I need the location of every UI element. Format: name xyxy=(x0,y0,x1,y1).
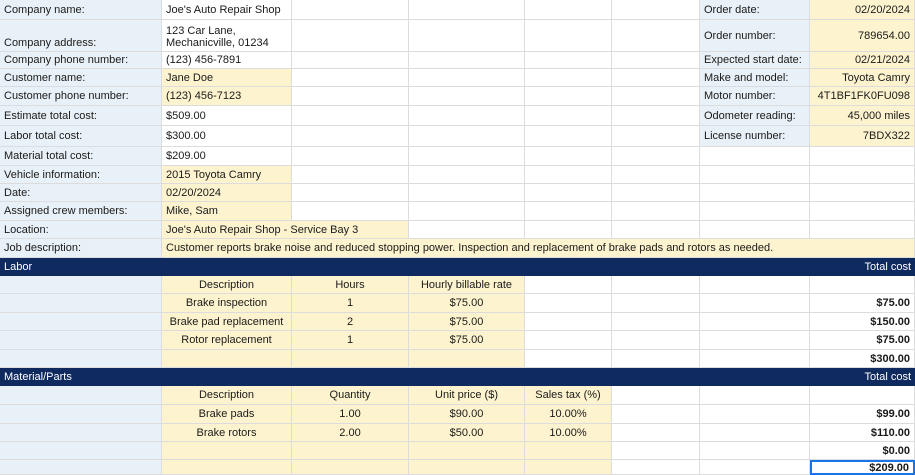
cell-r21-c5[interactable] xyxy=(612,405,700,424)
cell-r7-c7[interactable] xyxy=(810,147,915,166)
materials-row-unit-price[interactable] xyxy=(409,424,525,442)
label-start-date-text: Expected start date: xyxy=(704,54,802,66)
labor-header xyxy=(0,258,700,276)
label-estimate-total[interactable] xyxy=(0,106,162,126)
materials-row-quantity[interactable] xyxy=(292,424,409,442)
cell-r9-c5[interactable] xyxy=(612,184,700,202)
cell-r6-c2[interactable] xyxy=(292,126,409,147)
label-crew[interactable] xyxy=(0,202,162,221)
labor-row-description-text: Rotor replacement xyxy=(181,334,272,346)
value-license-number[interactable] xyxy=(810,126,915,147)
value-customer-name[interactable] xyxy=(162,69,292,87)
materials-col-header-3-text: Sales tax (%) xyxy=(535,389,601,401)
labor-sum-text: $300.00 xyxy=(870,352,910,365)
cell-r7-c5[interactable] xyxy=(612,147,700,166)
value-start-date-text: 02/21/2024 xyxy=(854,54,910,66)
value-company-phone[interactable] xyxy=(162,52,292,69)
labor-row-total-text: $150.00 xyxy=(870,315,910,328)
materials-empty-total-text: $0.00 xyxy=(882,444,910,457)
label-location-text: Location: xyxy=(4,223,49,236)
labor-row-total[interactable] xyxy=(810,331,915,350)
cell-r16-c0[interactable] xyxy=(0,313,162,331)
cell-r14-c4[interactable] xyxy=(525,276,612,294)
cell-r4-c3[interactable] xyxy=(409,87,525,106)
cell-r11-c3[interactable] xyxy=(409,221,525,239)
labor-row-rate-text: $75.00 xyxy=(449,334,484,346)
value-location[interactable] xyxy=(162,221,409,239)
label-order-date-text: Order date: xyxy=(704,3,760,16)
cell-r3-c3[interactable] xyxy=(409,69,525,87)
labor-row-hours-text: 1 xyxy=(346,297,354,309)
value-customer-phone-text: (123) 456-7123 xyxy=(166,90,242,102)
cell-r23-c6[interactable] xyxy=(700,442,810,460)
labor-col-header-0[interactable] xyxy=(162,276,292,294)
cell-r22-c0[interactable] xyxy=(0,424,162,442)
label-odometer-text: Odometer reading: xyxy=(704,109,796,122)
cell-r24-c4[interactable] xyxy=(525,460,612,475)
materials-row-quantity-text: 1.00 xyxy=(339,408,361,420)
label-labor-total-text: Labor total cost: xyxy=(4,130,83,142)
materials-col-header-0[interactable] xyxy=(162,386,292,405)
cell-r5-c3[interactable] xyxy=(409,106,525,126)
label-material-total-text: Material total cost: xyxy=(4,150,94,162)
label-labor-total[interactable] xyxy=(0,126,162,147)
cell-r18-c1[interactable] xyxy=(162,350,292,368)
materials-row-description-text: Brake pads xyxy=(198,408,255,420)
cell-r20-c0[interactable] xyxy=(0,386,162,405)
cell-r20-c7[interactable] xyxy=(810,386,915,405)
cell-r21-c0[interactable] xyxy=(0,405,162,424)
materials-row-quantity-text: 2.00 xyxy=(339,426,361,439)
cell-r15-c0[interactable] xyxy=(0,294,162,313)
label-odometer[interactable] xyxy=(700,106,810,126)
cell-r16-c5[interactable] xyxy=(612,313,700,331)
value-order-number[interactable] xyxy=(810,20,915,52)
labor-row-total-text: $75.00 xyxy=(876,334,910,346)
cell-r9-c4[interactable] xyxy=(525,184,612,202)
cell-r8-c3[interactable] xyxy=(409,166,525,184)
cell-r8-c6[interactable] xyxy=(700,166,810,184)
cell-r0-c3[interactable] xyxy=(409,0,525,20)
cell-r8-c4[interactable] xyxy=(525,166,612,184)
cell-r14-c6[interactable] xyxy=(700,276,810,294)
materials-row-quantity[interactable] xyxy=(292,405,409,424)
cell-r11-c7[interactable] xyxy=(810,221,915,239)
cell-r4-c4[interactable] xyxy=(525,87,612,106)
label-motor-number[interactable] xyxy=(700,87,810,106)
label-company-name-text: Company name: xyxy=(4,3,85,16)
labor-col-header-2-text: Hourly billable rate xyxy=(420,278,513,291)
label-date-text: Date: xyxy=(4,186,31,199)
cell-r11-c6[interactable] xyxy=(700,221,810,239)
value-crew-text: Mike, Sam xyxy=(166,205,218,217)
cell-r5-c4[interactable] xyxy=(525,106,612,126)
cell-r7-c3[interactable] xyxy=(409,147,525,166)
value-date[interactable] xyxy=(162,184,292,202)
label-customer-name[interactable] xyxy=(0,69,162,87)
cell-r10-c7[interactable] xyxy=(810,202,915,221)
cell-r21-c6[interactable] xyxy=(700,405,810,424)
materials-col-header-1-text: Quantity xyxy=(329,389,371,401)
label-estimate-total-text: Estimate total cost: xyxy=(4,109,97,122)
cell-r17-c4[interactable] xyxy=(525,331,612,350)
cell-r18-c5[interactable] xyxy=(612,350,700,368)
cell-r6-c3[interactable] xyxy=(409,126,525,147)
label-company-phone[interactable] xyxy=(0,52,162,69)
cell-r3-c5[interactable] xyxy=(612,69,700,87)
cell-r6-c5[interactable] xyxy=(612,126,700,147)
materials-row-description[interactable] xyxy=(162,424,292,442)
label-crew-text: Assigned crew members: xyxy=(4,205,128,217)
label-make-model[interactable] xyxy=(700,69,810,87)
label-job-description[interactable] xyxy=(0,239,162,258)
value-order-date[interactable] xyxy=(810,0,915,20)
materials-row-tax-text: 10.00% xyxy=(549,426,587,439)
value-date-text: 02/20/2024 xyxy=(166,186,222,199)
value-material-total[interactable] xyxy=(162,147,292,166)
cell-r8-c7[interactable] xyxy=(810,166,915,184)
cell-r24-c2[interactable] xyxy=(292,460,409,475)
cell-r18-c2[interactable] xyxy=(292,350,409,368)
labor-col-header-0-text: Description xyxy=(198,278,255,291)
value-location-text: Joe's Auto Repair Shop - Service Bay 3 xyxy=(166,223,359,236)
value-company-phone-text: (123) 456-7891 xyxy=(166,54,242,66)
cell-r11-c4[interactable] xyxy=(525,221,612,239)
value-start-date[interactable] xyxy=(810,52,915,69)
label-date[interactable] xyxy=(0,184,162,202)
labor-total-header-text: Total cost xyxy=(864,261,911,273)
labor-row-hours[interactable] xyxy=(292,294,409,313)
label-company-address[interactable] xyxy=(0,20,162,52)
value-vehicle-info[interactable] xyxy=(162,166,292,184)
cell-r2-c3[interactable] xyxy=(409,52,525,69)
materials-row-total-text: $99.00 xyxy=(876,408,910,420)
value-company-name[interactable] xyxy=(162,0,292,20)
cell-r23-c3[interactable] xyxy=(409,442,525,460)
cell-r9-c6[interactable] xyxy=(700,184,810,202)
label-vehicle-info[interactable] xyxy=(0,166,162,184)
cell-r24-c0[interactable] xyxy=(0,460,162,475)
labor-row-description[interactable] xyxy=(162,294,292,313)
labor-row-description-text: Brake inspection xyxy=(185,297,268,309)
cell-r1-c5[interactable] xyxy=(612,20,700,52)
cell-r15-c5[interactable] xyxy=(612,294,700,313)
cell-r9-c3[interactable] xyxy=(409,184,525,202)
materials-col-header-2[interactable] xyxy=(409,386,525,405)
label-customer-phone-text: Customer phone number: xyxy=(4,90,129,102)
cell-r23-c2[interactable] xyxy=(292,442,409,460)
materials-row-unit-price-text: $90.00 xyxy=(449,408,484,420)
cell-r6-c4[interactable] xyxy=(525,126,612,147)
cell-r14-c0[interactable] xyxy=(0,276,162,294)
label-license-number[interactable] xyxy=(700,126,810,147)
labor-row-hours-text: 1 xyxy=(346,334,354,346)
value-company-address-text: 123 Car Lane, Mechanicville, 01234 xyxy=(166,25,269,49)
label-vehicle-info-text: Vehicle information: xyxy=(4,168,100,181)
materials-row-total[interactable] xyxy=(810,424,915,442)
labor-row-rate[interactable] xyxy=(409,313,525,331)
labor-row-hours[interactable] xyxy=(292,313,409,331)
cell-r18-c0[interactable] xyxy=(0,350,162,368)
cell-r2-c4[interactable] xyxy=(525,52,612,69)
label-customer-name-text: Customer name: xyxy=(4,71,86,84)
cell-r17-c0[interactable] xyxy=(0,331,162,350)
materials-row-tax[interactable] xyxy=(525,405,612,424)
materials-row-unit-price-text: $50.00 xyxy=(449,426,484,439)
labor-row-hours[interactable] xyxy=(292,331,409,350)
labor-col-header-2[interactable] xyxy=(409,276,525,294)
materials-empty-total[interactable] xyxy=(810,442,915,460)
label-license-number-text: License number: xyxy=(704,130,786,142)
cell-r17-c6[interactable] xyxy=(700,331,810,350)
cell-r5-c5[interactable] xyxy=(612,106,700,126)
materials-total-header xyxy=(700,368,915,386)
labor-row-total[interactable] xyxy=(810,313,915,331)
cell-r0-c4[interactable] xyxy=(525,0,612,20)
cell-r18-c6[interactable] xyxy=(700,350,810,368)
cell-r7-c2[interactable] xyxy=(292,147,409,166)
cell-r18-c3[interactable] xyxy=(409,350,525,368)
cell-r10-c5[interactable] xyxy=(612,202,700,221)
labor-col-header-1-text: Hours xyxy=(335,278,365,291)
label-job-description-text: Job description: xyxy=(4,242,82,254)
materials-total-header-text: Total cost xyxy=(864,371,911,383)
value-labor-total-text: $300.00 xyxy=(166,130,206,142)
labor-sum[interactable] xyxy=(810,350,915,368)
value-order-number-text: 789654.00 xyxy=(858,29,910,42)
value-material-total-text: $209.00 xyxy=(166,150,206,162)
labor-row-description[interactable] xyxy=(162,331,292,350)
cell-r23-c0[interactable] xyxy=(0,442,162,460)
value-vehicle-info-text: 2015 Toyota Camry xyxy=(166,168,262,181)
labor-row-rate-text: $75.00 xyxy=(449,315,484,328)
cell-r1-c3[interactable] xyxy=(409,20,525,52)
value-order-date-text: 02/20/2024 xyxy=(854,3,910,16)
materials-row-tax[interactable] xyxy=(525,424,612,442)
value-odometer[interactable] xyxy=(810,106,915,126)
cell-r22-c6[interactable] xyxy=(700,424,810,442)
materials-header-text: Material/Parts xyxy=(4,371,72,383)
cell-r23-c5[interactable] xyxy=(612,442,700,460)
cell-r2-c5[interactable] xyxy=(612,52,700,69)
value-odometer-text: 45,000 miles xyxy=(847,109,910,122)
materials-row-description-text: Brake rotors xyxy=(196,426,257,439)
value-customer-phone[interactable] xyxy=(162,87,292,106)
label-start-date[interactable] xyxy=(700,52,810,69)
labor-row-description-text: Brake pad replacement xyxy=(169,315,284,328)
cell-r17-c5[interactable] xyxy=(612,331,700,350)
cell-r20-c5[interactable] xyxy=(612,386,700,405)
value-company-address[interactable] xyxy=(162,20,292,52)
value-estimate-total[interactable] xyxy=(162,106,292,126)
cell-r20-c6[interactable] xyxy=(700,386,810,405)
label-order-number[interactable] xyxy=(700,20,810,52)
cell-r24-c3[interactable] xyxy=(409,460,525,475)
value-customer-name-text: Jane Doe xyxy=(166,71,214,84)
labor-row-total[interactable] xyxy=(810,294,915,313)
labor-col-header-1[interactable] xyxy=(292,276,409,294)
value-job-description[interactable] xyxy=(162,239,915,258)
value-motor-number-text: 4T1BF1FK0FU098 xyxy=(817,90,910,102)
cell-r10-c3[interactable] xyxy=(409,202,525,221)
cell-r22-c5[interactable] xyxy=(612,424,700,442)
value-crew[interactable] xyxy=(162,202,292,221)
value-motor-number[interactable] xyxy=(810,87,915,106)
cell-r10-c4[interactable] xyxy=(525,202,612,221)
cell-r9-c7[interactable] xyxy=(810,184,915,202)
value-job-description-text: Customer reports brake noise and reduced stopping power. Inspection and replacement of brake pads and rotors as needed. xyxy=(166,242,774,254)
cell-r15-c4[interactable] xyxy=(525,294,612,313)
cell-r15-c6[interactable] xyxy=(700,294,810,313)
label-location[interactable] xyxy=(0,221,162,239)
cell-r9-c2[interactable] xyxy=(292,184,409,202)
materials-row-total-text: $110.00 xyxy=(870,426,910,439)
label-material-total[interactable] xyxy=(0,147,162,166)
cell-r7-c6[interactable] xyxy=(700,147,810,166)
labor-row-hours-text: 2 xyxy=(346,315,354,328)
label-company-address-text: Company address: xyxy=(4,37,97,49)
materials-row-unit-price[interactable] xyxy=(409,405,525,424)
cell-r24-c5[interactable] xyxy=(612,460,700,475)
cell-r23-c4[interactable] xyxy=(525,442,612,460)
labor-row-rate[interactable] xyxy=(409,331,525,350)
materials-row-description[interactable] xyxy=(162,405,292,424)
label-make-model-text: Make and model: xyxy=(704,71,789,84)
cell-r8-c2[interactable] xyxy=(292,166,409,184)
materials-row-total[interactable] xyxy=(810,405,915,424)
value-make-model-text: Toyota Camry xyxy=(842,71,910,84)
cell-r7-c4[interactable] xyxy=(525,147,612,166)
label-customer-phone[interactable] xyxy=(0,87,162,106)
labor-row-rate-text: $75.00 xyxy=(449,297,484,309)
cell-r14-c5[interactable] xyxy=(612,276,700,294)
cell-r10-c6[interactable] xyxy=(700,202,810,221)
cell-r1-c2[interactable] xyxy=(292,20,409,52)
label-order-date[interactable] xyxy=(700,0,810,20)
materials-sum[interactable] xyxy=(810,460,915,475)
materials-sum-text: $209.00 xyxy=(869,461,909,474)
cell-r3-c2[interactable] xyxy=(292,69,409,87)
cell-r0-c5[interactable] xyxy=(612,0,700,20)
cell-r24-c6[interactable] xyxy=(700,460,810,475)
cell-r11-c5[interactable] xyxy=(612,221,700,239)
materials-col-header-2-text: Unit price ($) xyxy=(435,389,498,401)
cell-r24-c1[interactable] xyxy=(162,460,292,475)
labor-row-rate[interactable] xyxy=(409,294,525,313)
value-labor-total[interactable] xyxy=(162,126,292,147)
value-make-model[interactable] xyxy=(810,69,915,87)
materials-col-header-0-text: Description xyxy=(198,389,255,401)
label-company-phone-text: Company phone number: xyxy=(4,54,129,66)
cell-r4-c2[interactable] xyxy=(292,87,409,106)
labor-header-text: Labor xyxy=(4,261,33,273)
cell-r18-c4[interactable] xyxy=(525,350,612,368)
cell-r23-c1[interactable] xyxy=(162,442,292,460)
value-license-number-text: 7BDX322 xyxy=(862,130,910,142)
cell-r2-c2[interactable] xyxy=(292,52,409,69)
label-order-number-text: Order number: xyxy=(704,29,776,42)
cell-r8-c5[interactable] xyxy=(612,166,700,184)
cell-r14-c7[interactable] xyxy=(810,276,915,294)
materials-col-header-1[interactable] xyxy=(292,386,409,405)
labor-row-total-text: $75.00 xyxy=(876,297,910,309)
materials-header xyxy=(0,368,700,386)
labor-row-description[interactable] xyxy=(162,313,292,331)
value-company-name-text: Joe's Auto Repair Shop xyxy=(166,3,281,16)
value-estimate-total-text: $509.00 xyxy=(166,109,206,122)
cell-r10-c2[interactable] xyxy=(292,202,409,221)
cell-r0-c2[interactable] xyxy=(292,0,409,20)
cell-r3-c4[interactable] xyxy=(525,69,612,87)
label-company-name[interactable] xyxy=(0,0,162,20)
cell-r4-c5[interactable] xyxy=(612,87,700,106)
cell-r5-c2[interactable] xyxy=(292,106,409,126)
cell-r16-c6[interactable] xyxy=(700,313,810,331)
materials-row-tax-text: 10.00% xyxy=(549,408,587,420)
cell-r16-c4[interactable] xyxy=(525,313,612,331)
label-motor-number-text: Motor number: xyxy=(704,90,776,102)
materials-col-header-3[interactable] xyxy=(525,386,612,405)
labor-total-header xyxy=(700,258,915,276)
cell-r1-c4[interactable] xyxy=(525,20,612,52)
